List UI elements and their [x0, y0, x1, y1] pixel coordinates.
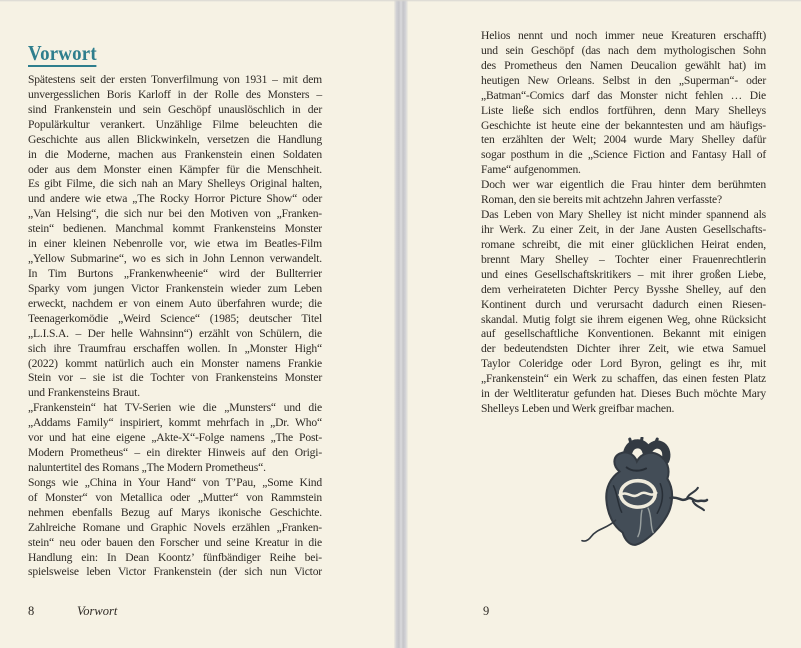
- text-line: der bedeutendsten Dichter ihrer Zeit, wie etwa Samuel: [481, 342, 766, 356]
- right-page: [408, 0, 801, 648]
- text-line: „Frankenstein“ hat TV-Serien wie die „Munsters“ und die: [28, 401, 322, 415]
- text-line: heutigen New Orleans. Selbst in den „Superman“- oder: [481, 73, 766, 87]
- text-line: (2022) kommt natürlich auch ein Monster namens Frankie: [28, 356, 322, 370]
- text-line: oder aus dem Monster einen Kämpfer für die Menschheit.: [28, 162, 322, 176]
- text-line: unvergesslichen Boris Karloff in der Rolle des Monsters –: [28, 87, 322, 101]
- text-line: „Van Helsing“, die sich nur bei den Motiven von „Franken-: [28, 207, 322, 221]
- text-line: Liste ließe sich endlos fortführen, denn Mary Shelleys: [481, 103, 766, 117]
- text-line: romane schreibt, die mit einer glücklichen Heirat enden,: [481, 237, 766, 251]
- text-line: Doch wer war eigentlich die Frau hinter dem berühmten: [481, 178, 766, 192]
- book-spine-gutter: [394, 0, 408, 648]
- text-line: Sparky vom jungen Victor Frankenstein wieder zum Leben: [28, 281, 322, 295]
- text-line: und sein Geschöpf (das nach dem mythologischen Sohn: [481, 43, 766, 57]
- text-line: und eines Gesellschaftskritikers – mit ihrer großen Liebe,: [481, 267, 766, 281]
- text-line: Geschichte ist heute eine der bekanntesten und am häufigs-: [481, 118, 766, 132]
- text-line: Roman, den sie bereits mit achtzehn Jahren verfasste?: [481, 193, 722, 207]
- text-line: of Monster“ von Metallica oder „Mutter“ von Rammstein: [28, 490, 322, 504]
- text-line: Fame“ aufgenommen.: [481, 163, 581, 177]
- text-line: Kontinent durch und verursacht dadurch einen Riesen-: [481, 297, 766, 311]
- text-line: skandal. Mutig folgt sie ihrem eigenen Weg, ohne Rücksicht: [481, 312, 766, 326]
- text-line: dem verheirateten Dichter Percy Bysshe Shelley, auf den: [481, 282, 766, 296]
- text-line: sich ihre Traumfrau erschaffen wollen. In „Monster High“: [28, 341, 322, 355]
- text-line: spielsweise leben Victor Frankenstein (der sich nun Victor: [28, 565, 322, 579]
- left-page-body-text: [28, 73, 322, 580]
- text-line: nehmen ebenfalls Bezug auf Marys ikonische Geschichte.: [28, 505, 322, 519]
- text-line: naluntertitel des Romans „The Modern Prometheus“.: [28, 460, 266, 474]
- text-line: sogar posthum in die „Science Fiction and Fantasy Hall of: [481, 148, 766, 162]
- text-line: Teenagerkomödie „Weird Science“ (1985; deutscher Titel: [28, 311, 322, 325]
- running-chapter-label: Vorwort: [77, 604, 118, 618]
- text-line: Spätestens seit der ersten Tonverfilmung von 1931 – mit dem: [28, 73, 322, 86]
- text-line: sind Frankenstein und sein Geschöpf unauslöschlich in der: [28, 102, 322, 116]
- text-line: Songs wie „China in Your Hand“ von T’Pau, „Some Kind: [28, 475, 322, 489]
- text-line: Shelleys Leben und Werk greifbar machen.: [481, 402, 675, 416]
- text-line: brennt Mary Shelley – Tochter einer Frauenrechtlerin: [481, 252, 766, 266]
- text-line: „Frankenstein“ ein Werk zu schaffen, das einen festen Platz: [481, 372, 766, 386]
- right-page-number: 9: [483, 604, 490, 618]
- text-line: Zahlreiche Romane und Graphic Novels erzählen „Franken-: [28, 520, 322, 534]
- text-line: „Batman“-Comics darf das Monster nicht fehlen … Die: [481, 88, 766, 102]
- text-line: auf gesellschaftliche Konventionen. Bekannt mit einigen: [481, 327, 766, 341]
- text-line: In Tim Burtons „Frankenwheenie“ wird der Bullterrier: [28, 266, 322, 280]
- text-line: in der Weltliteratur gefunden hat. Dieses Buch möchte Mary: [481, 387, 766, 401]
- text-line: Handlung ein: In Dean Koontz’ fünfbändiger Reihe bei-: [28, 550, 322, 564]
- left-page-number: 8: [28, 604, 35, 618]
- text-line: „Addams Family“ inspiriert, kommt mehrfach in „Dr. Who“: [28, 416, 322, 430]
- text-line: Das Leben von Mary Shelley ist nicht minder spannend als: [481, 208, 766, 222]
- text-line: stein“ neu oder bauen den Forscher und seine Kreatur in die: [28, 535, 322, 549]
- text-line: Stein vor – sie ist die Tochter von Frankensteins Monster: [28, 371, 322, 385]
- text-line: „L.I.S.A. – Der helle Wahnsinn“) erzählt von Schülern, die: [28, 326, 322, 340]
- text-line: stein“ bedienen. Manchmal kommt Frankensteins Monster: [28, 222, 322, 236]
- text-line: Taylor Coleridge oder Lord Byron, gelingt es ihr, mit: [481, 357, 766, 371]
- text-line: in einer kleinen Nebenrolle vor, wie etwa im Beatles-Film: [28, 237, 322, 251]
- text-line: „Yellow Submarine“, wo es sich in John Lennon verwandelt.: [28, 252, 322, 266]
- chapter-title: Vorwort: [28, 41, 97, 66]
- text-line: des Prometheus den Namen Deucalion gewählt hat) im: [481, 58, 766, 72]
- text-line: vor und hat eine eigene „Akte-X“-Folge namens „The Post-: [28, 431, 322, 445]
- anatomical-heart-illustration: [578, 437, 710, 561]
- text-line: und andere wie etwa „The Rocky Horror Picture Show“ oder: [28, 192, 322, 206]
- text-line: Geschichte aus allen Blickwinkeln, versetzen die Handlung: [28, 132, 322, 146]
- text-line: ihr Werk. Zu einer Zeit, in der Jane Austen Gesellschafts-: [481, 222, 766, 236]
- text-line: Modern Prometheus“ – ein direkter Hinweis auf den Origi-: [28, 446, 322, 460]
- text-line: erweckt, nachdem er von einem Auto überfahren wurde; die: [28, 296, 322, 310]
- right-page-body-text: [481, 29, 766, 417]
- text-line: Es gibt Filme, die sich nah an Mary Shelleys Original halten,: [28, 177, 322, 191]
- text-line: Populärkultur verankert. Unzählige Filme beleuchten die: [28, 117, 322, 131]
- text-line: Helios nennt und noch immer neue Kreaturen erschafft): [481, 29, 766, 42]
- text-line: und Frankensteins Braut.: [28, 386, 140, 400]
- left-page: [0, 0, 394, 648]
- text-line: in die Moderne, machen aus Frankenstein einen Soldaten: [28, 147, 322, 161]
- text-line: ten erzählten der Welt; 2004 wurde Mary Shelley dafür: [481, 133, 766, 147]
